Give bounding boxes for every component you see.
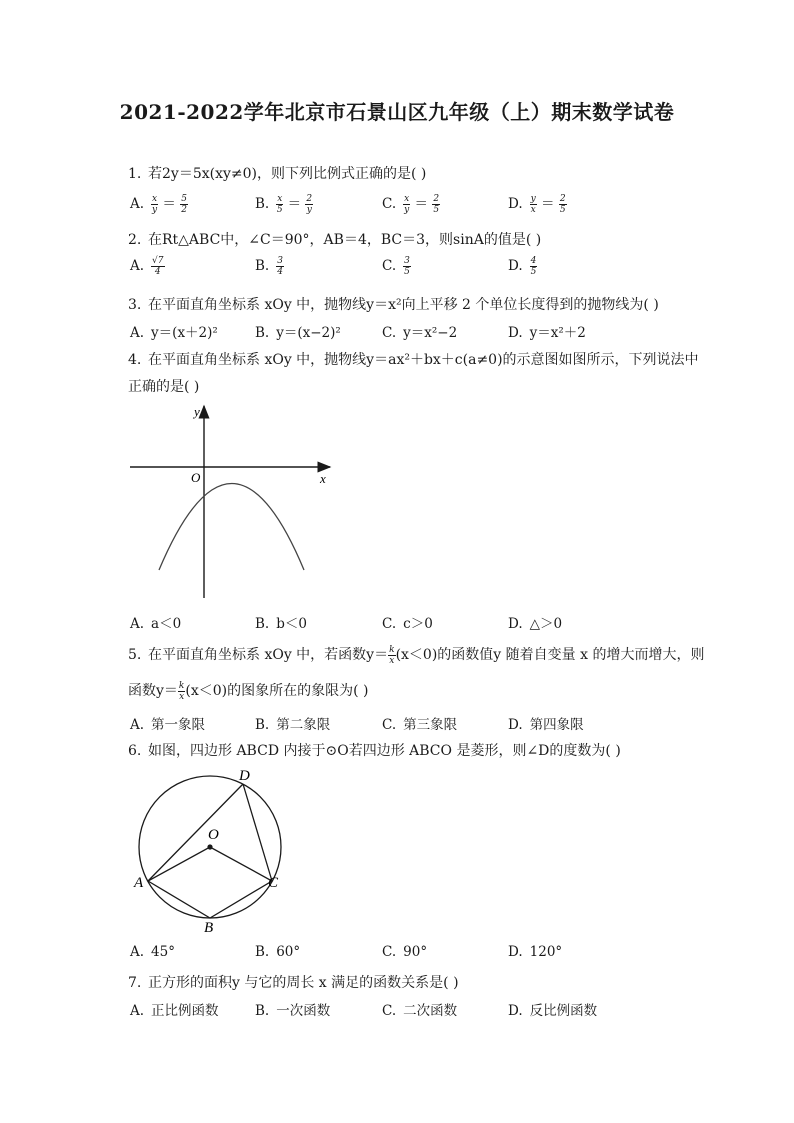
question-stem: 在平面直角坐标系 xOy 中，抛物线y＝x²向上平移 2 个单位长度得到的抛物线为( ): [148, 297, 659, 313]
question-number: 1.: [128, 166, 142, 182]
question-number: 6.: [128, 743, 142, 759]
option-c: C. 第三象限: [382, 717, 458, 733]
question-stem: 在平面直角坐标系 xOy 中，抛物线y＝ax²＋bx＋c(a≠0)的示意图如图所示，下列说法中: [148, 352, 699, 368]
exam-title: 2021-2022学年北京市石景山区九年级（上）期末数学试卷: [119, 100, 675, 124]
question-number: 3.: [128, 297, 142, 313]
question-number: 7.: [128, 975, 142, 991]
question-7: [128, 972, 459, 992]
question-3: [128, 294, 659, 314]
option-a: A. a＜0: [130, 616, 182, 632]
option-d: D. y＝x²＋2: [508, 325, 586, 341]
question-number: 5.: [128, 647, 142, 663]
label-b: B: [204, 920, 214, 935]
option-d: D. $\frac{4}{5}$: [508, 256, 537, 277]
question-1: [128, 163, 426, 183]
option-d: D. $\frac{y}{x}$ ＝ $\frac{2}{5}$: [508, 194, 566, 215]
question-4: [128, 349, 699, 369]
option-a: A. $\frac{x}{y}$ ＝ $\frac{5}{2}$: [130, 194, 187, 215]
center-dot: [207, 844, 212, 849]
option-b: B. $\frac{x}{5}$ ＝ $\frac{2}{y}$: [255, 194, 313, 215]
rhombus-abco: [148, 847, 272, 918]
option-a: A. 正比例函数: [130, 1003, 219, 1019]
option-d: D. 反比例函数: [508, 1003, 598, 1019]
question-number: 2.: [128, 232, 142, 248]
question-stem: 正方形的面积y 与它的周长 x 满足的函数关系是( ): [148, 975, 459, 991]
question-6: [128, 740, 621, 760]
question-5: 5. 在平面直角坐标系 xOy 中，若函数y＝ $\frac{k}{x}$ (x＜0)的函数值y 随着自变量 x 的增大而增大，则: [128, 644, 705, 666]
option-a: A. 45°: [130, 944, 175, 960]
label-d: D: [239, 768, 250, 784]
option-b: B. 60°: [255, 944, 301, 960]
option-c: C. c＞0: [382, 616, 433, 632]
question-4-continued: 正确的是( ): [128, 379, 200, 395]
option-c: C. 二次函数: [382, 1003, 458, 1019]
option-a: A. y＝(x＋2)²: [130, 325, 218, 341]
option-a: A. $\frac{√7}{4}$: [130, 256, 164, 277]
label-c: C: [268, 875, 279, 891]
option-c: C. y＝x²−2: [382, 325, 458, 341]
option-b: B. 第二象限: [255, 717, 331, 733]
x-axis-label: x: [320, 471, 326, 486]
option-b: B. y＝(x−2)²: [255, 325, 341, 341]
question-stem: 若2y＝5x(xy≠0)，则下列比例式正确的是( ): [148, 166, 427, 182]
question-2: [128, 229, 541, 249]
y-axis-label: y: [194, 404, 200, 419]
circle-quadrilateral-figure: [128, 765, 293, 935]
question-5-continued: 函数y＝ $\frac{k}{x}$ (x＜0)的图象所在的象限为( ): [128, 680, 369, 702]
origin-label: O: [191, 470, 201, 485]
option-c: C. 90°: [382, 944, 428, 960]
option-a: A. 第一象限: [130, 717, 206, 733]
option-d: D. 120°: [508, 944, 563, 960]
segment-ad: [148, 784, 243, 881]
question-number: 4.: [128, 352, 142, 368]
option-b: B. b＜0: [255, 616, 307, 632]
parabola-curve: [159, 484, 304, 571]
question-stem: 在Rt△ABC中，∠C＝90°，AB＝4，BC＝3，则sinA的值是( ): [148, 232, 542, 248]
option-b: B. $\frac{3}{4}$: [255, 256, 283, 277]
option-c: C. $\frac{x}{y}$ ＝ $\frac{2}{5}$: [382, 194, 440, 215]
option-d: D. △＞0: [508, 616, 563, 632]
segment-dc: [243, 784, 272, 881]
label-a: A: [134, 875, 144, 891]
parabola-figure: [128, 400, 348, 605]
option-d: D. 第四象限: [508, 717, 584, 733]
option-c: C. $\frac{3}{5}$: [382, 256, 410, 277]
label-o: O: [208, 827, 219, 843]
question-stem: 如图，四边形 ABCD 内接于⊙O若四边形 ABCO 是菱形，则∠D的度数为( ): [148, 743, 621, 759]
option-b: B. 一次函数: [255, 1003, 331, 1019]
